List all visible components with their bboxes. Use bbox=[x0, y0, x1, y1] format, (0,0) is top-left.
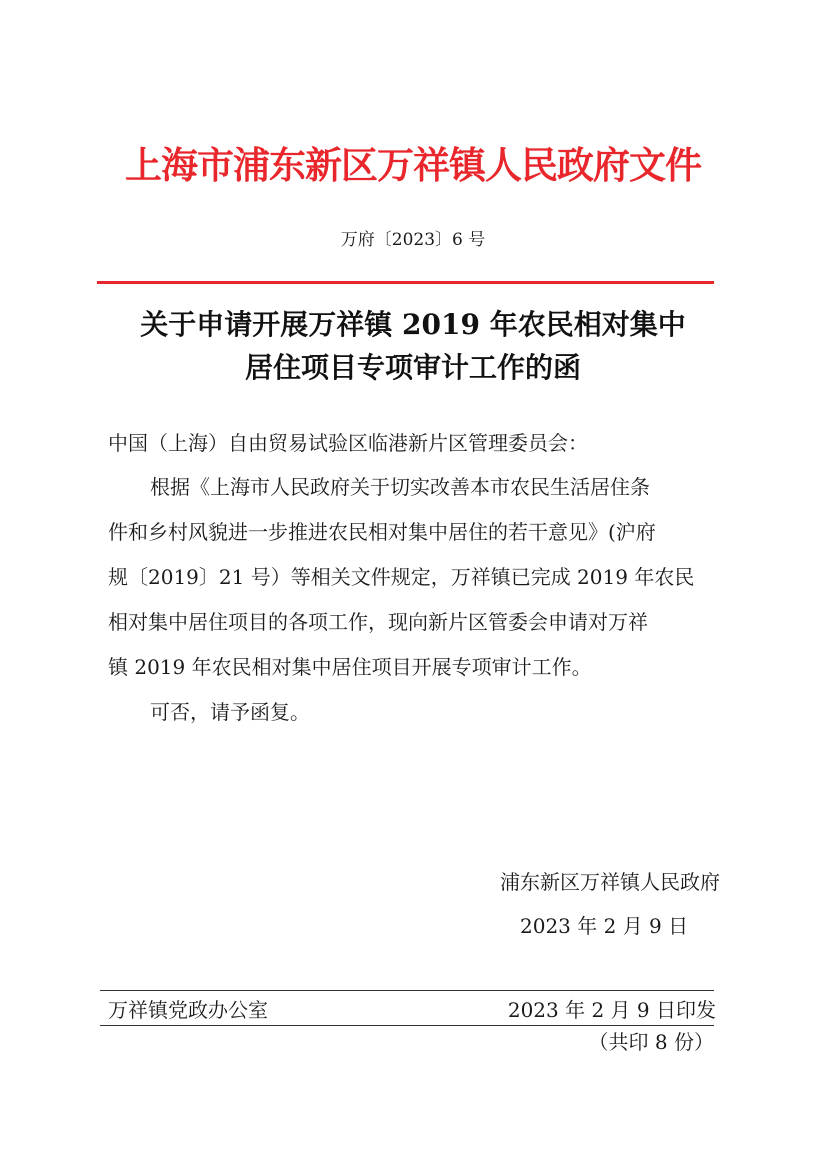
signature-organization: 浦东新区万祥镇人民政府 bbox=[500, 870, 720, 894]
footer-copy-count: （共印 8 份） bbox=[588, 1030, 714, 1054]
body-paragraph-line: 相对集中居住项目的各项工作，现向新片区管委会申请对万祥 bbox=[108, 610, 648, 634]
subject-title bbox=[0, 303, 826, 389]
body-paragraph-line: 根据《上海市人民政府关于切实改善本市农民生活居住条 bbox=[150, 475, 650, 499]
subject-title-line-1: 关于申请开展万祥镇 2019 年农民相对集中 bbox=[140, 308, 686, 341]
body-paragraph-line: 件和乡村风貌进一步推进农民相对集中居住的若干意见》(沪府 bbox=[108, 520, 656, 544]
footer-print-date: 2023 年 2 月 9 日印发 bbox=[507, 998, 716, 1022]
signature-date: 2023 年 2 月 9 日 bbox=[520, 914, 689, 938]
closing-line: 可否，请予函复。 bbox=[150, 700, 310, 724]
addressee: 中国（上海）自由贸易试验区临港新片区管理委员会： bbox=[108, 431, 588, 455]
footer-top-rule bbox=[100, 990, 714, 991]
red-separator-line bbox=[97, 281, 714, 284]
body-paragraph-line: 规〔2019〕21 号）等相关文件规定，万祥镇已完成 2019 年农民 bbox=[108, 565, 695, 589]
footer-issuing-office: 万祥镇党政办公室 bbox=[108, 998, 268, 1022]
subject-title-line-2: 居住项目专项审计工作的函 bbox=[244, 351, 581, 384]
issuer-header-title: 上海市浦东新区万祥镇人民政府文件 bbox=[125, 144, 701, 187]
body-paragraph-line: 镇 2019 年农民相对集中居住项目开展专项审计工作。 bbox=[108, 655, 592, 679]
footer-bottom-rule bbox=[100, 1025, 714, 1026]
document-number: 万府〔2023〕6 号 bbox=[340, 230, 486, 250]
